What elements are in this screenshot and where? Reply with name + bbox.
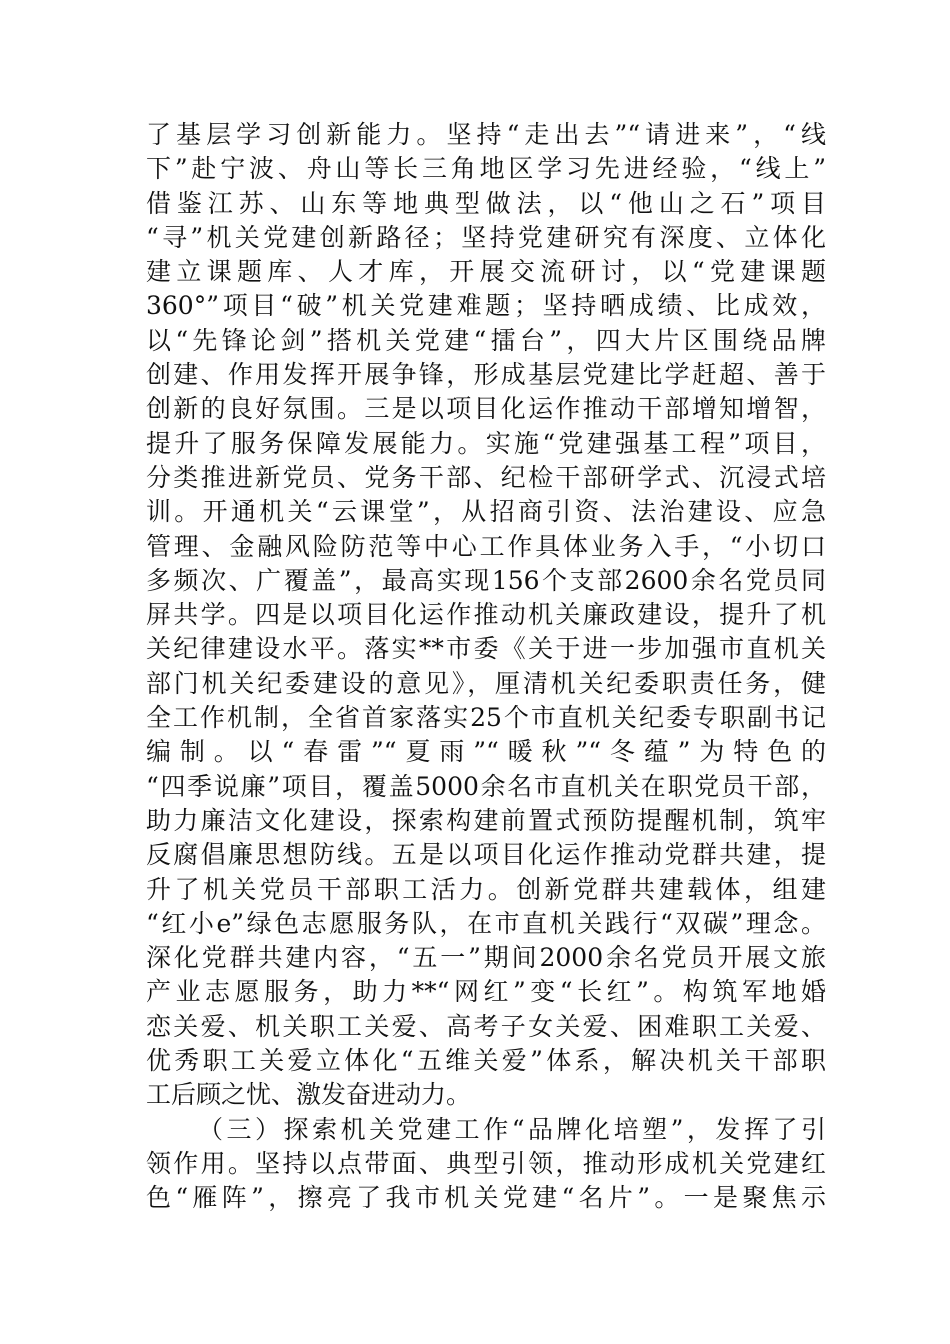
text-line: 创建、作用发挥开展争锋，形成基层党建比学赶超、善于 xyxy=(146,360,826,390)
text-line: 创新的良好氛围。三是以项目化运作推动干部增知增智， xyxy=(146,394,826,424)
section-heading-line: （三）探索机关党建工作“品牌化培塑”，发挥了引 xyxy=(198,1114,826,1144)
text-line: 关纪律建设水平。落实**市委《关于进一步加强市直机关 xyxy=(146,634,826,664)
text-line: 恋关爱、机关职工关爱、高考子女关爱、困难职工关爱、 xyxy=(146,1011,826,1041)
text-line: 了基层学习创新能力。坚持“走出去”“请进来”，“线 xyxy=(146,120,826,149)
text-line: 下”赴宁波、舟山等长三角地区学习先进经验，“线上” xyxy=(146,154,826,184)
text-line: 训。开通机关“云课堂”，从招商引资、法治建设、应急 xyxy=(146,497,826,527)
text-line: 助力廉洁文化建设，探索构建前置式预防提醒机制，筑牢 xyxy=(146,805,826,835)
text-line: 编制。以“春雷”“夏雨”“暖秋”“冬蕴”为特色的 xyxy=(146,737,826,767)
text-line: “四季说廉”项目，覆盖5000余名市直机关在职党员干部， xyxy=(146,771,826,801)
text-line: 360°”项目“破”机关党建难题；坚持晒成绩、比成效， xyxy=(146,291,826,321)
text-line: 深化党群共建内容，“五一”期间2000余名党员开展文旅 xyxy=(146,943,826,973)
text-line: 分类推进新党员、党务干部、纪检干部研学式、沉浸式培 xyxy=(146,462,826,492)
text-line: 部门机关纪委建设的意见》，厘清机关纪委职责任务，健 xyxy=(146,668,826,698)
text-line: 工后顾之忧、激发奋进动力。 xyxy=(146,1080,472,1110)
text-line: 产业志愿服务，助力**“网红”变“长红”。构筑军地婚 xyxy=(146,977,826,1007)
text-line: 借鉴江苏、山东等地典型做法，以“他山之石”项目 xyxy=(146,188,826,218)
body-text xyxy=(146,118,826,1216)
text-line: 以“先锋论剑”搭机关党建“擂台”，四大片区围绕品牌 xyxy=(146,325,826,355)
text-line: 多频次、广覆盖”，最高实现156个支部2600余名党员同 xyxy=(146,565,826,595)
text-line: 色“雁阵”，擦亮了我市机关党建“名片”。一是聚焦示 xyxy=(146,1183,826,1213)
text-line: 升了机关党员干部职工活力。创新党群共建载体，组建 xyxy=(146,874,826,904)
text-line: 优秀职工关爱立体化“五维关爱”体系，解决机关干部职 xyxy=(146,1046,826,1076)
text-line: 领作用。坚持以点带面、典型引领，推动形成机关党建红 xyxy=(146,1148,826,1178)
text-line: 提升了服务保障发展能力。实施“党建强基工程”项目， xyxy=(146,428,826,458)
text-line: “红小e”绿色志愿服务队，在市直机关践行“双碳”理念。 xyxy=(146,908,826,938)
text-line: 管理、金融风险防范等中心工作具体业务入手，“小切口 xyxy=(146,531,826,561)
text-line: “寻”机关党建创新路径；坚持党建研究有深度、立体化 xyxy=(146,222,826,252)
text-line: 屏共学。四是以项目化运作推动机关廉政建设，提升了机 xyxy=(146,600,826,630)
text-line: 全工作机制，全省首家落实25个市直机关纪委专职副书记 xyxy=(146,703,826,733)
text-line: 建立课题库、人才库，开展交流研讨，以“党建课题 xyxy=(146,257,826,287)
text-line: 反腐倡廉思想防线。五是以项目化运作推动党群共建，提 xyxy=(146,840,826,870)
